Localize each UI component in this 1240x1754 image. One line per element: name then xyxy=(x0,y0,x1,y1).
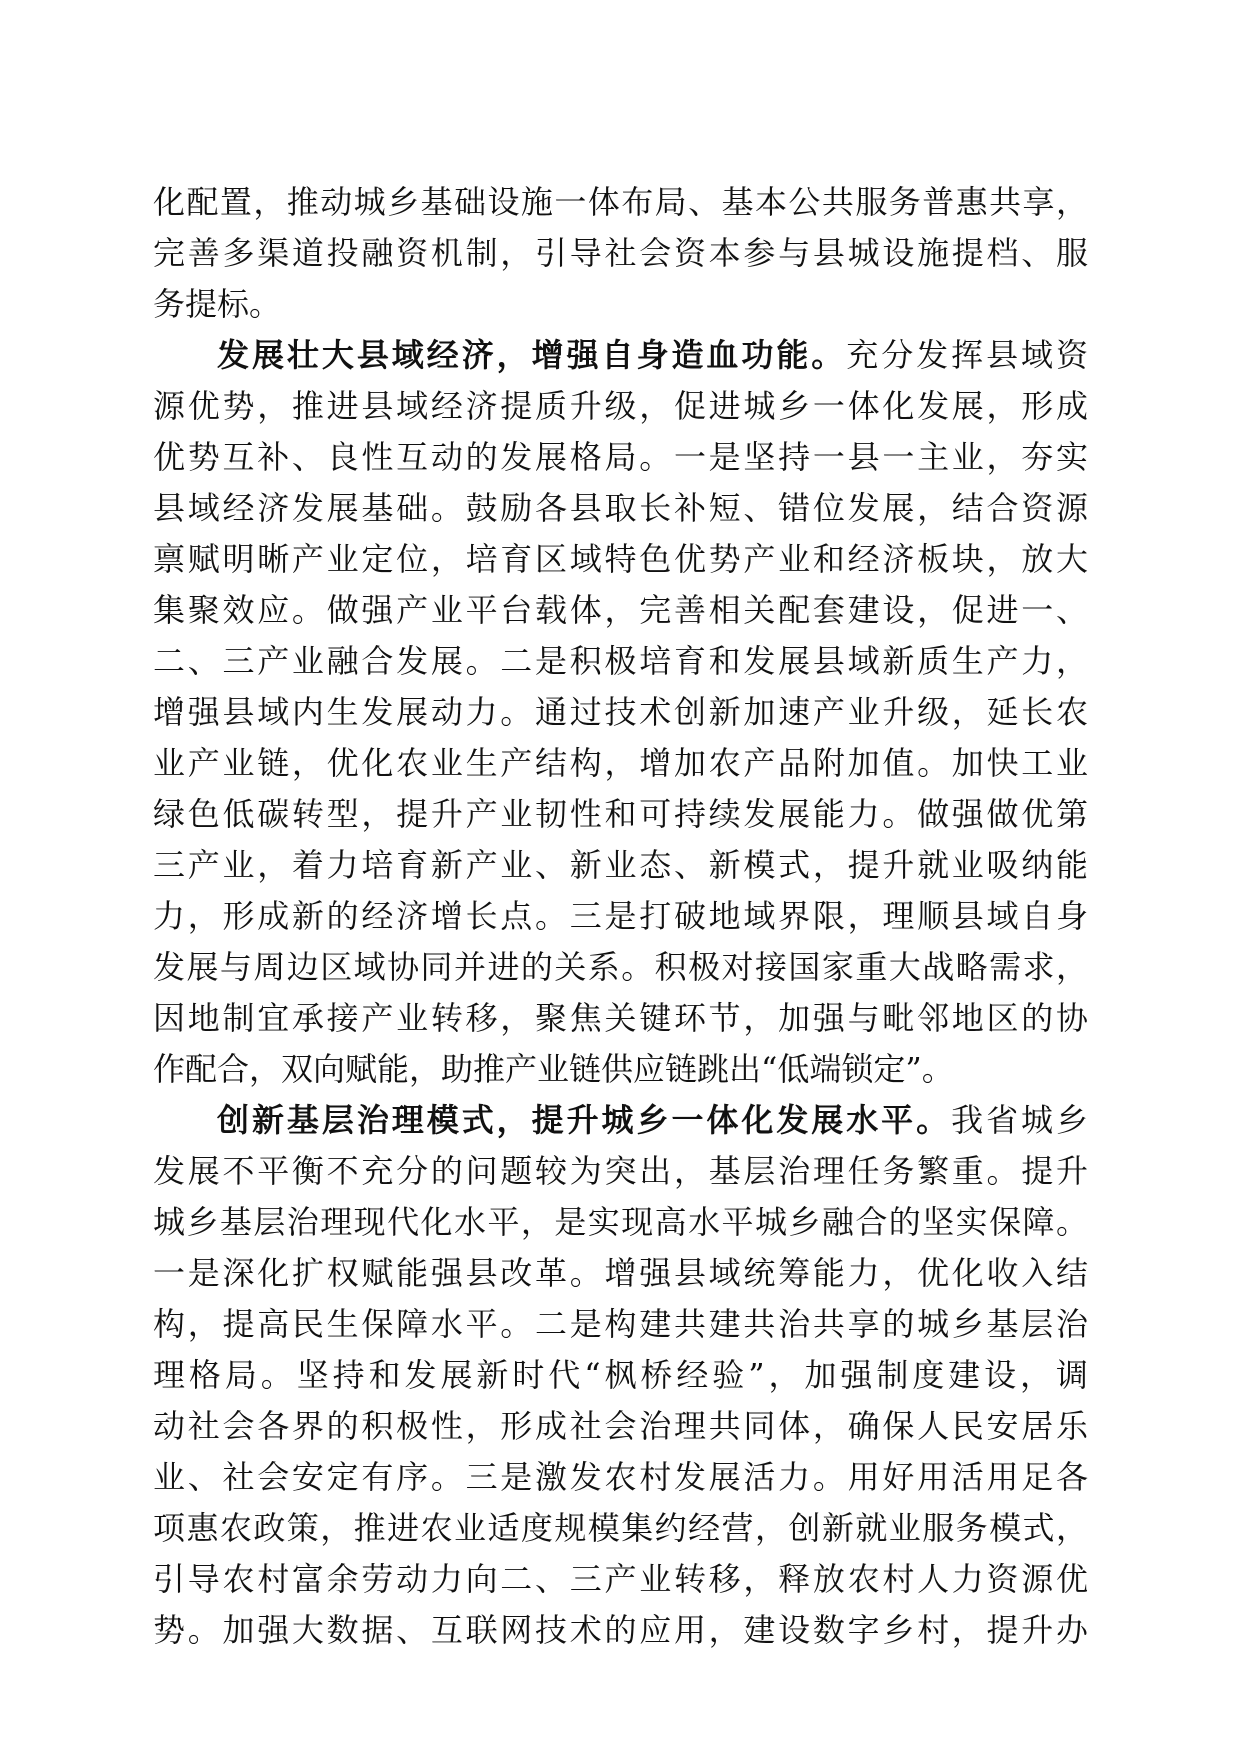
paragraph-first-line xyxy=(153,1095,1088,1146)
text-line: 业产业链，优化农业生产结构，增加农产品附加值。加快工业 xyxy=(153,744,1088,782)
text-line: 绿色低碳转型，提升产业韧性和可持续发展能力。做强做优第 xyxy=(153,795,1088,833)
text-line: 动社会各界的积极性，形成社会治理共同体，确保人民安居乐 xyxy=(153,1407,1088,1445)
text-line: 增强县域内生发展动力。通过技术创新加速产业升级，延长农 xyxy=(153,693,1088,731)
paragraph-county-economy xyxy=(153,330,1088,1095)
text-line: 业、社会安定有序。三是激发农村发展活力。用好用活用足各 xyxy=(153,1458,1088,1496)
text-line: 一是深化扩权赋能强县改革。增强县域统筹能力，优化收入结 xyxy=(153,1254,1088,1292)
text-line: 禀赋明晰产业定位，培育区域特色优势产业和经济板块，放大 xyxy=(153,540,1088,578)
text-line: 构，提高民生保障水平。二是构建共建共治共享的城乡基层治 xyxy=(153,1305,1088,1343)
text-line: 务提标。 xyxy=(153,285,282,323)
document-body xyxy=(153,177,1088,1656)
text-line: 力，形成新的经济增长点。三是打破地域界限，理顺县域自身 xyxy=(153,897,1088,935)
text-line: 优势互补、良性互动的发展格局。一是坚持一县一主业，夯实 xyxy=(153,438,1088,476)
text-line: 化配置，推动城乡基础设施一体布局、基本公共服务普惠共享， xyxy=(153,183,1088,221)
text-line: 集聚效应。做强产业平台载体，完善相关配套建设，促进一、 xyxy=(153,591,1088,629)
paragraph-first-line xyxy=(153,330,1088,381)
paragraph-heading: 发展壮大县域经济，增强自身造血功能。 xyxy=(217,336,847,374)
text-line: 发展与周边区域协同并进的关系。积极对接国家重大战略需求， xyxy=(153,948,1088,986)
paragraph-grassroots-governance xyxy=(153,1095,1088,1656)
paragraph-continuation xyxy=(153,177,1088,330)
text-line: 完善多渠道投融资机制，引导社会资本参与县城设施提档、服 xyxy=(153,234,1088,272)
text-line: 县域经济发展基础。鼓励各县取长补短、错位发展，结合资源 xyxy=(153,489,1088,527)
text-line: 势。加强大数据、互联网技术的应用，建设数字乡村，提升办 xyxy=(153,1611,1088,1649)
text-line: 城乡基层治理现代化水平，是实现高水平城乡融合的坚实保障。 xyxy=(153,1203,1088,1241)
text-line: 发展不平衡不充分的问题较为突出，基层治理任务繁重。提升 xyxy=(153,1152,1088,1190)
paragraph-text: 充分发挥县域资 xyxy=(846,336,1088,374)
text-line: 理格局。坚持和发展新时代“枫桥经验”，加强制度建设，调 xyxy=(153,1356,1088,1394)
text-line: 二、三产业融合发展。二是积极培育和发展县域新质生产力， xyxy=(153,642,1088,680)
text-line: 源优势，推进县域经济提质升级，促进城乡一体化发展，形成 xyxy=(153,387,1088,425)
text-line: 引导农村富余劳动力向二、三产业转移，释放农村人力资源优 xyxy=(153,1560,1088,1598)
text-line: 作配合，双向赋能，助推产业链供应链跳出“低端锁定”。 xyxy=(153,1050,954,1088)
text-line: 项惠农政策，推进农业适度规模集约经营，创新就业服务模式， xyxy=(153,1509,1088,1547)
text-line: 因地制宜承接产业转移，聚焦关键环节，加强与毗邻地区的协 xyxy=(153,999,1088,1037)
text-line: 三产业，着力培育新产业、新业态、新模式，提升就业吸纳能 xyxy=(153,846,1088,884)
paragraph-heading: 创新基层治理模式，提升城乡一体化发展水平。 xyxy=(217,1101,952,1139)
paragraph-text: 我省城乡 xyxy=(951,1101,1088,1139)
